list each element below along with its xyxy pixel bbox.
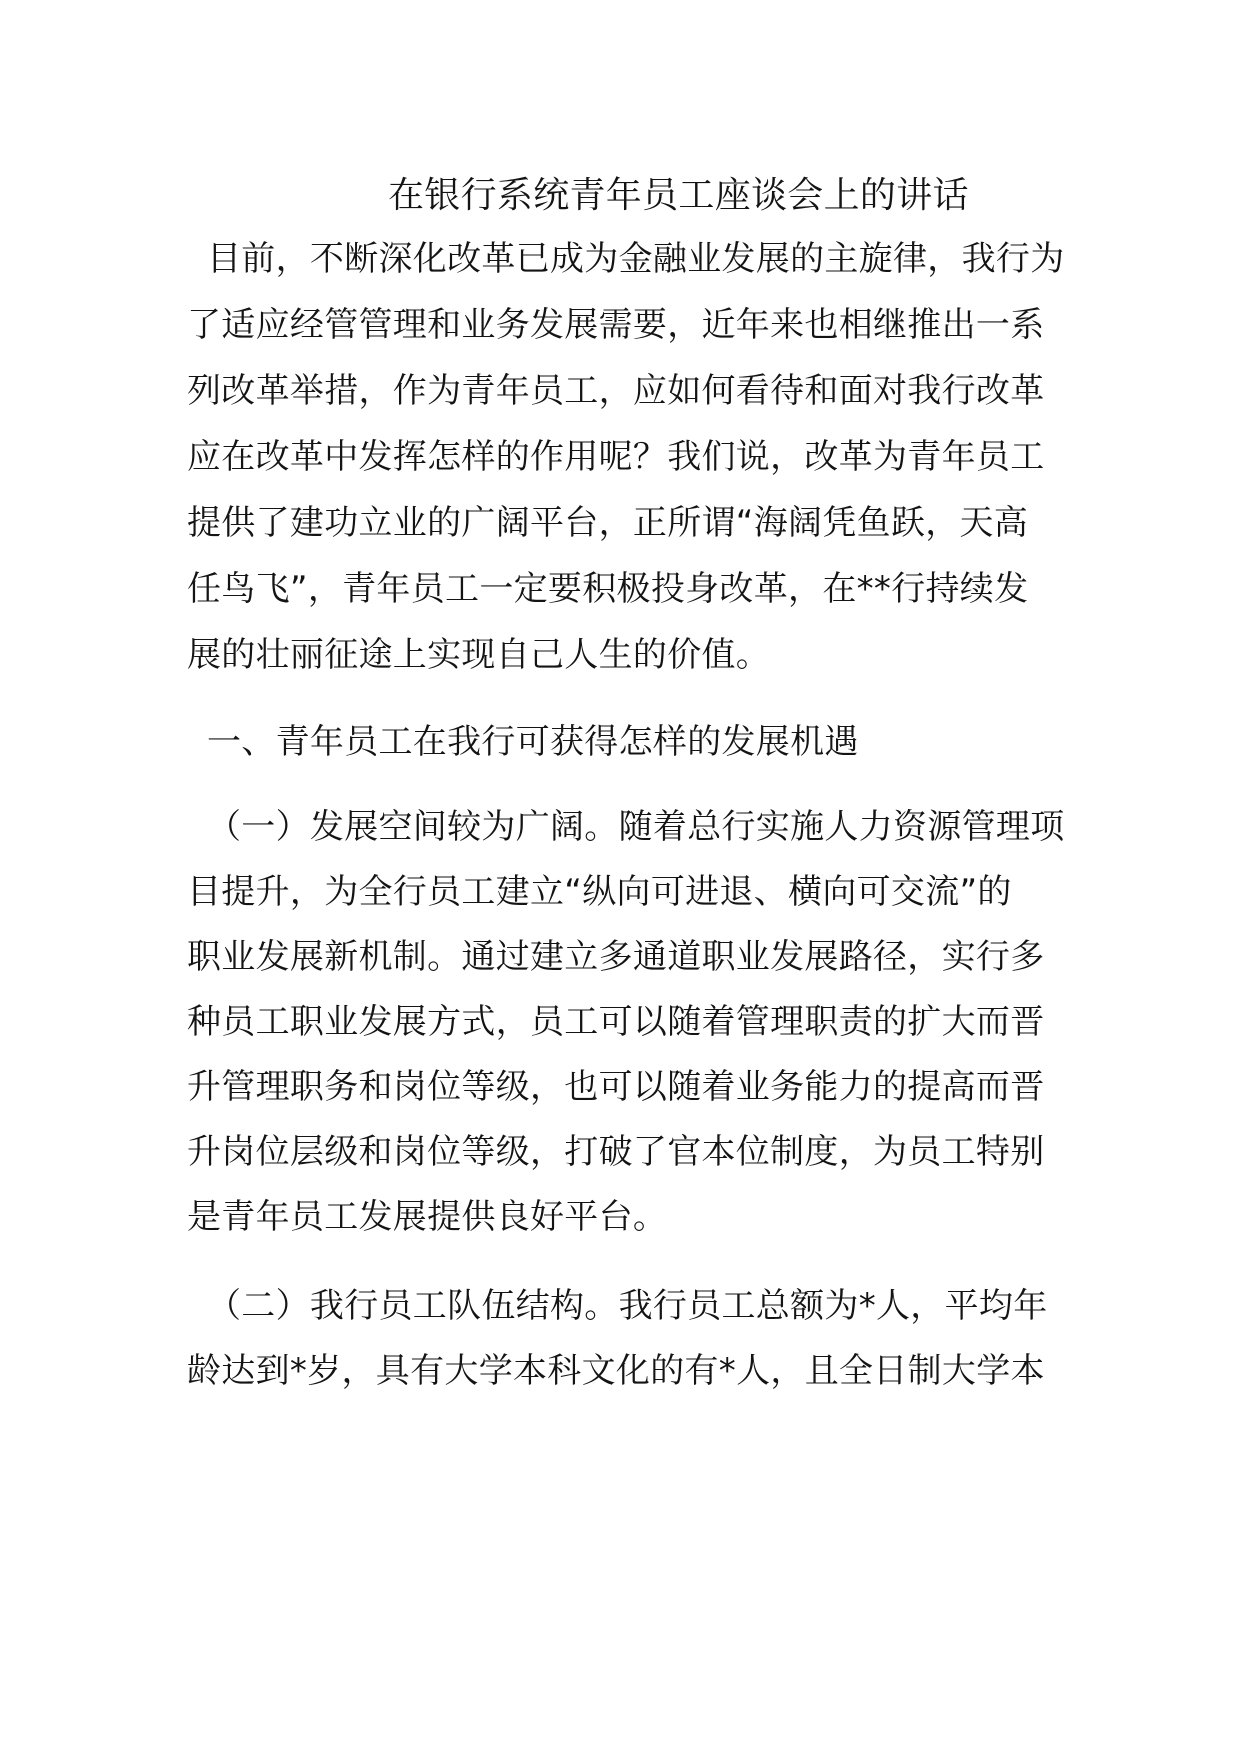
sub-1-line-5: 升管理职务和岗位等级，也可以随着业务能力的提高而晋 [187, 1067, 1045, 1107]
intro-line-2: 了适应经管管理和业务发展需要，近年来也相继推出一系 [187, 305, 1045, 345]
sub-2-line-1: （二）我行员工队伍结构。我行员工总额为*人，平均年 [207, 1286, 1048, 1326]
section-1-heading: 一、青年员工在我行可获得怎样的发展机遇 [207, 722, 859, 762]
sub-1-line-4: 种员工职业发展方式，员工可以随着管理职责的扩大而晋 [187, 1002, 1045, 1042]
intro-line-7: 展的壮丽征途上实现自己人生的价值。 [187, 635, 771, 675]
sub-1-line-3: 职业发展新机制。通过建立多通道职业发展路径，实行多 [187, 937, 1045, 977]
intro-line-5: 提供了建功立业的广阔平台，正所谓“海阔凭鱼跃，天高 [187, 503, 1029, 543]
sub-1-line-1: （一）发展空间较为广阔。随着总行实施人力资源管理项 [207, 807, 1065, 847]
document-title: 在银行系统青年员工座谈会上的讲话 [388, 175, 969, 216]
intro-line-6: 任鸟飞”，青年员工一定要积极投身改革，在**行持续发 [187, 569, 1029, 609]
intro-line-3: 列改革举措，作为青年员工，应如何看待和面对我行改革 [187, 371, 1045, 411]
intro-line-1: 目前，不断深化改革已成为金融业发展的主旋律，我行为 [207, 239, 1065, 279]
sub-1-line-2: 目提升，为全行员工建立“纵向可进退、横向可交流”的 [187, 872, 1012, 912]
sub-1-line-7: 是青年员工发展提供良好平台。 [187, 1197, 668, 1237]
sub-1-line-6: 升岗位层级和岗位等级，打破了官本位制度，为员工特别 [187, 1132, 1045, 1172]
intro-line-4: 应在改革中发挥怎样的作用呢？我们说，改革为青年员工 [187, 437, 1045, 477]
sub-2-line-2: 龄达到*岁，具有大学本科文化的有*人，且全日制大学本 [187, 1351, 1045, 1391]
